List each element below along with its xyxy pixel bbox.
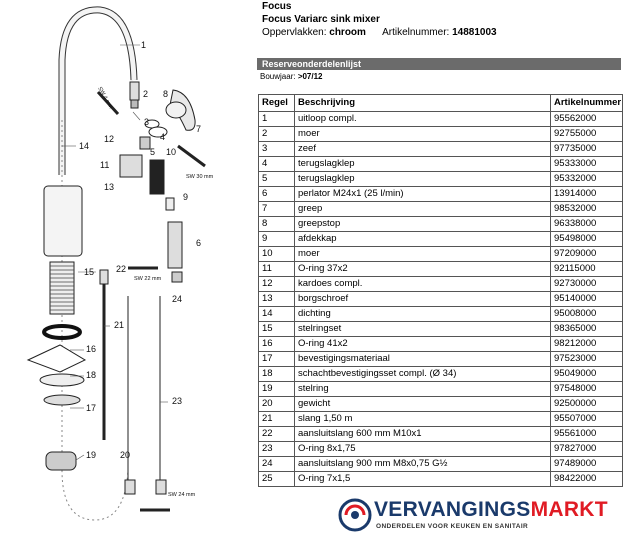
callout-6: 6 xyxy=(196,238,202,248)
table-row xyxy=(259,352,623,367)
row-artikelnummer: 92730000 xyxy=(551,277,623,292)
callout-3: 3 xyxy=(144,117,150,127)
callout-9: 9 xyxy=(183,192,189,202)
callout-13: 13 xyxy=(104,182,115,192)
parts-table xyxy=(258,94,623,487)
row-regel: 6 xyxy=(259,187,295,202)
logo-mark-icon xyxy=(338,498,372,532)
col-header-regel: Regel xyxy=(259,95,295,112)
callout-5: 5 xyxy=(150,147,156,157)
row-regel: 11 xyxy=(259,262,295,277)
row-artikelnummer: 92115000 xyxy=(551,262,623,277)
row-beschrijving: aansluitslang 900 mm M8x0,75 G½ xyxy=(295,457,551,472)
bouwjaar xyxy=(260,72,323,82)
table-row xyxy=(259,262,623,277)
table-row xyxy=(259,157,623,172)
surfaces-value: chroom xyxy=(329,27,366,38)
row-beschrijving: O-ring 8x1,75 xyxy=(295,442,551,457)
row-artikelnummer: 95561000 xyxy=(551,427,623,442)
table-row xyxy=(259,397,623,412)
table-row xyxy=(259,187,623,202)
wrench-label-sw4: SW 4 mm xyxy=(96,86,114,110)
callout-21: 21 xyxy=(114,320,125,330)
logo-tagline: ONDERDELEN VOOR KEUKEN EN SANITAIR xyxy=(376,523,529,530)
row-beschrijving: dichting xyxy=(295,307,551,322)
row-regel: 18 xyxy=(259,367,295,382)
table-row xyxy=(259,322,623,337)
row-regel: 9 xyxy=(259,232,295,247)
row-beschrijving: stelring xyxy=(295,382,551,397)
row-artikelnummer: 95049000 xyxy=(551,367,623,382)
table-row xyxy=(259,247,623,262)
table-row xyxy=(259,382,623,397)
row-artikelnummer: 92500000 xyxy=(551,397,623,412)
callout-12: 12 xyxy=(104,134,115,144)
row-beschrijving: perlator M24x1 (25 l/min) xyxy=(295,187,551,202)
row-regel: 15 xyxy=(259,322,295,337)
row-artikelnummer: 95498000 xyxy=(551,232,623,247)
row-regel: 19 xyxy=(259,382,295,397)
row-beschrijving: borgschroef xyxy=(295,292,551,307)
row-beschrijving: gewicht xyxy=(295,397,551,412)
row-artikelnummer: 13914000 xyxy=(551,187,623,202)
callout-8: 8 xyxy=(163,89,169,99)
wrench-label-sw24: SW 24 mm xyxy=(168,492,196,498)
callout-11: 11 xyxy=(100,160,110,170)
row-beschrijving: slang 1,50 m xyxy=(295,412,551,427)
table-row xyxy=(259,472,623,487)
row-regel: 21 xyxy=(259,412,295,427)
callout-24: 24 xyxy=(172,294,183,304)
row-beschrijving: moer xyxy=(295,127,551,142)
section-title-bar: Reserveonderdelenlijst xyxy=(257,58,621,70)
row-beschrijving: afdekkap xyxy=(295,232,551,247)
row-beschrijving: uitloop compl. xyxy=(295,112,551,127)
callout-23: 23 xyxy=(172,396,183,406)
table-row xyxy=(259,427,623,442)
row-artikelnummer: 95332000 xyxy=(551,172,623,187)
callout-16: 16 xyxy=(86,344,97,354)
article-value: 14881003 xyxy=(452,27,497,38)
row-beschrijving: O-ring 41x2 xyxy=(295,337,551,352)
table-row xyxy=(259,127,623,142)
callout-4: 4 xyxy=(160,132,166,142)
row-artikelnummer: 97489000 xyxy=(551,457,623,472)
product-name: Focus Variarc sink mixer xyxy=(262,14,380,25)
row-regel: 3 xyxy=(259,142,295,157)
table-row xyxy=(259,442,623,457)
row-beschrijving: terugslagklep xyxy=(295,172,551,187)
row-artikelnummer: 96338000 xyxy=(551,217,623,232)
row-regel: 1 xyxy=(259,112,295,127)
row-artikelnummer: 95507000 xyxy=(551,412,623,427)
row-artikelnummer: 98422000 xyxy=(551,472,623,487)
row-beschrijving: schachtbevestigingsset compl. (Ø 34) xyxy=(295,367,551,382)
row-beschrijving: bevestigingsmateriaal xyxy=(295,352,551,367)
callout-19: 19 xyxy=(86,450,97,460)
row-regel: 8 xyxy=(259,217,295,232)
row-artikelnummer: 95008000 xyxy=(551,307,623,322)
table-row xyxy=(259,232,623,247)
row-artikelnummer: 95333000 xyxy=(551,157,623,172)
table-row xyxy=(259,112,623,127)
table-row xyxy=(259,217,623,232)
exploded-parts-diagram xyxy=(0,0,255,550)
row-artikelnummer: 97735000 xyxy=(551,142,623,157)
row-regel: 16 xyxy=(259,337,295,352)
col-header-artikelnummer: Artikelnummer xyxy=(551,95,623,112)
logo-wordmark: VERVANGINGSMARKT xyxy=(374,498,608,521)
row-regel: 24 xyxy=(259,457,295,472)
vervangingsmarkt-logo[interactable] xyxy=(338,496,608,538)
row-beschrijving: stelringset xyxy=(295,322,551,337)
table-row xyxy=(259,292,623,307)
callout-10: 10 xyxy=(166,147,177,157)
row-artikelnummer: 98212000 xyxy=(551,337,623,352)
callout-2: 2 xyxy=(143,89,149,99)
row-artikelnummer: 97548000 xyxy=(551,382,623,397)
table-row xyxy=(259,277,623,292)
row-regel: 25 xyxy=(259,472,295,487)
row-artikelnummer: 97523000 xyxy=(551,352,623,367)
row-regel: 2 xyxy=(259,127,295,142)
callout-14: 14 xyxy=(79,141,90,151)
row-artikelnummer: 98365000 xyxy=(551,322,623,337)
row-artikelnummer: 95140000 xyxy=(551,292,623,307)
row-regel: 23 xyxy=(259,442,295,457)
row-beschrijving: greep xyxy=(295,202,551,217)
row-artikelnummer: 97209000 xyxy=(551,247,623,262)
row-regel: 4 xyxy=(259,157,295,172)
surfaces-label: Oppervlakken: xyxy=(262,27,327,38)
table-header-row xyxy=(259,95,623,112)
col-header-beschrijving: Beschrijving xyxy=(295,95,551,112)
row-regel: 12 xyxy=(259,277,295,292)
row-regel: 17 xyxy=(259,352,295,367)
row-regel: 13 xyxy=(259,292,295,307)
row-regel: 22 xyxy=(259,427,295,442)
callout-1: 1 xyxy=(141,40,147,50)
product-header xyxy=(262,0,622,39)
row-regel: 5 xyxy=(259,172,295,187)
row-artikelnummer: 98532000 xyxy=(551,202,623,217)
table-row xyxy=(259,367,623,382)
table-row xyxy=(259,142,623,157)
table-row xyxy=(259,307,623,322)
row-artikelnummer: 95562000 xyxy=(551,112,623,127)
callout-17: 17 xyxy=(86,403,97,413)
table-row xyxy=(259,457,623,472)
row-regel: 10 xyxy=(259,247,295,262)
row-beschrijving: zeef xyxy=(295,142,551,157)
bouwjaar-label: Bouwjaar: xyxy=(260,72,296,81)
row-beschrijving: kardoes compl. xyxy=(295,277,551,292)
article-label: Artikelnummer: xyxy=(382,27,450,38)
callout-7: 7 xyxy=(196,124,202,134)
product-brand: Focus xyxy=(262,1,292,12)
row-regel: 14 xyxy=(259,307,295,322)
table-row xyxy=(259,337,623,352)
table-row xyxy=(259,172,623,187)
row-beschrijving: greepstop xyxy=(295,217,551,232)
parts-table-body xyxy=(259,112,623,487)
table-row xyxy=(259,202,623,217)
product-meta xyxy=(262,26,622,39)
row-artikelnummer: 97827000 xyxy=(551,442,623,457)
row-beschrijving: terugslagklep xyxy=(295,157,551,172)
callout-18: 18 xyxy=(86,370,97,380)
callout-20: 20 xyxy=(120,450,131,460)
row-artikelnummer: 92755000 xyxy=(551,127,623,142)
row-beschrijving: aansluitslang 600 mm M10x1 xyxy=(295,427,551,442)
row-beschrijving: O-ring 37x2 xyxy=(295,262,551,277)
row-regel: 7 xyxy=(259,202,295,217)
wrench-label-sw22: SW 22 mm xyxy=(134,276,162,282)
row-beschrijving: O-ring 7x1,5 xyxy=(295,472,551,487)
bouwjaar-value: >07/12 xyxy=(297,72,323,81)
callout-15: 15 xyxy=(84,267,95,277)
row-beschrijving: moer xyxy=(295,247,551,262)
table-row xyxy=(259,412,623,427)
row-regel: 20 xyxy=(259,397,295,412)
wrench-label-sw30: SW 30 mm xyxy=(186,174,214,180)
callout-22: 22 xyxy=(116,264,127,274)
